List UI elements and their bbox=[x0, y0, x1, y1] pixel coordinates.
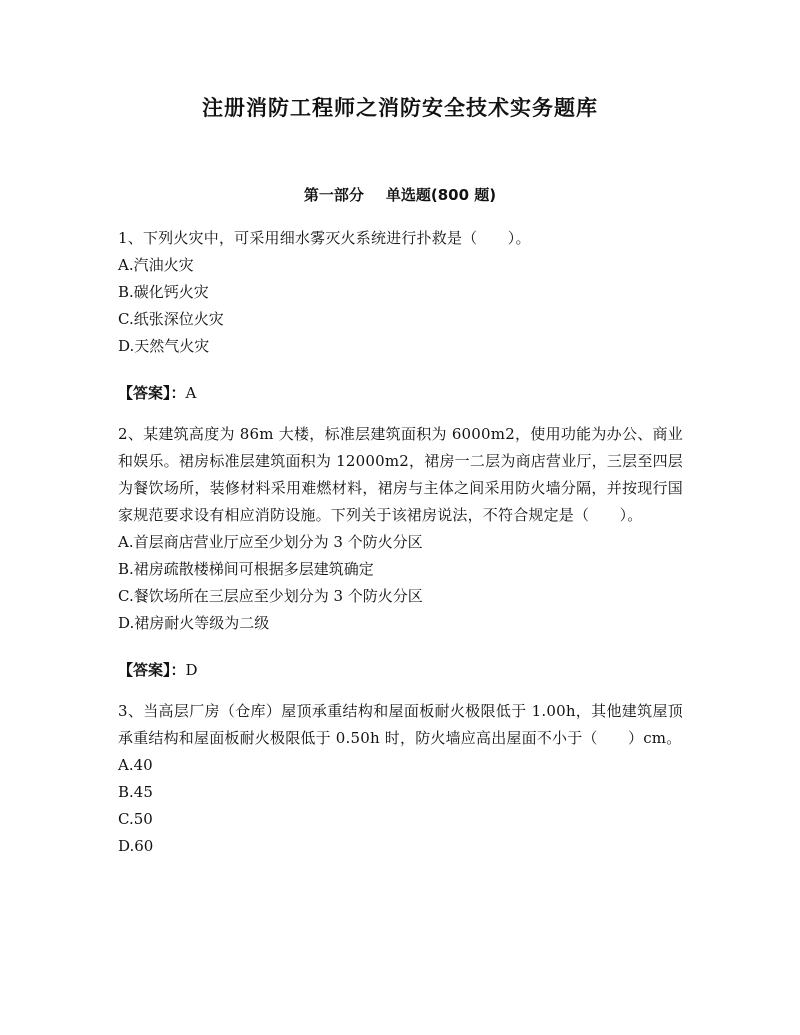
answer-value: A bbox=[185, 384, 197, 402]
option-b: B.裙房疏散楼梯间可根据多层建筑确定 bbox=[118, 560, 374, 578]
option-a: A.汽油火灾 bbox=[118, 256, 194, 274]
question-3 bbox=[118, 698, 683, 860]
option-d: D.60 bbox=[118, 837, 154, 855]
question-2 bbox=[118, 421, 683, 684]
page-title: 注册消防工程师之消防安全技术实务题库 bbox=[202, 96, 598, 120]
option-c: C.餐饮场所在三层应至少划分为 3 个防火分区 bbox=[118, 587, 423, 605]
section-heading bbox=[0, 183, 800, 207]
answer-label: 【答案】： bbox=[118, 661, 186, 679]
answer-label: 【答案】： bbox=[118, 384, 186, 402]
answer-line bbox=[118, 380, 683, 407]
section-name: 单选题(800 题) bbox=[385, 186, 497, 204]
question-stem: 1、下列火灾中，可采用细水雾灭火系统进行扑救是（ ）。 bbox=[118, 229, 531, 247]
question-1 bbox=[118, 225, 683, 407]
option-b: B.45 bbox=[118, 783, 153, 801]
option-c: C.50 bbox=[118, 810, 153, 828]
option-d: D.裙房耐火等级为二级 bbox=[118, 614, 270, 632]
option-a: A.40 bbox=[118, 756, 153, 774]
answer-value: D bbox=[185, 661, 198, 679]
option-c: C.纸张深位火灾 bbox=[118, 310, 224, 328]
section-part: 第一部分 bbox=[303, 186, 364, 204]
answer-line bbox=[118, 657, 683, 684]
question-stem: 3、当高层厂房（仓库）屋顶承重结构和屋面板耐火极限低于 1.00h，其他建筑屋顶承重结构和屋面板耐火极限低于 0.50h 时，防火墙应高出屋面不小于（ ）cm。 bbox=[118, 702, 683, 747]
question-list bbox=[118, 225, 683, 860]
question-stem: 2、某建筑高度为 86m 大楼，标准层建筑面积为 6000m2，使用功能为办公、商业和娱乐。裙房标准层建筑面积为 12000m2，裙房一二层为商店营业厅，三层至四层为餐饮场所，装修材料采用难燃材料，裙房与主体之间采用防火墙分隔，并按现行国家规范要求设有相应消防设施。下列关于该裙房说法，不符合规定是（ ）。 bbox=[118, 425, 683, 524]
option-b: B.碳化钙火灾 bbox=[118, 283, 209, 301]
option-d: D.天然气火灾 bbox=[118, 337, 210, 355]
option-a: A.首层商店营业厅应至少划分为 3 个防火分区 bbox=[118, 533, 423, 551]
